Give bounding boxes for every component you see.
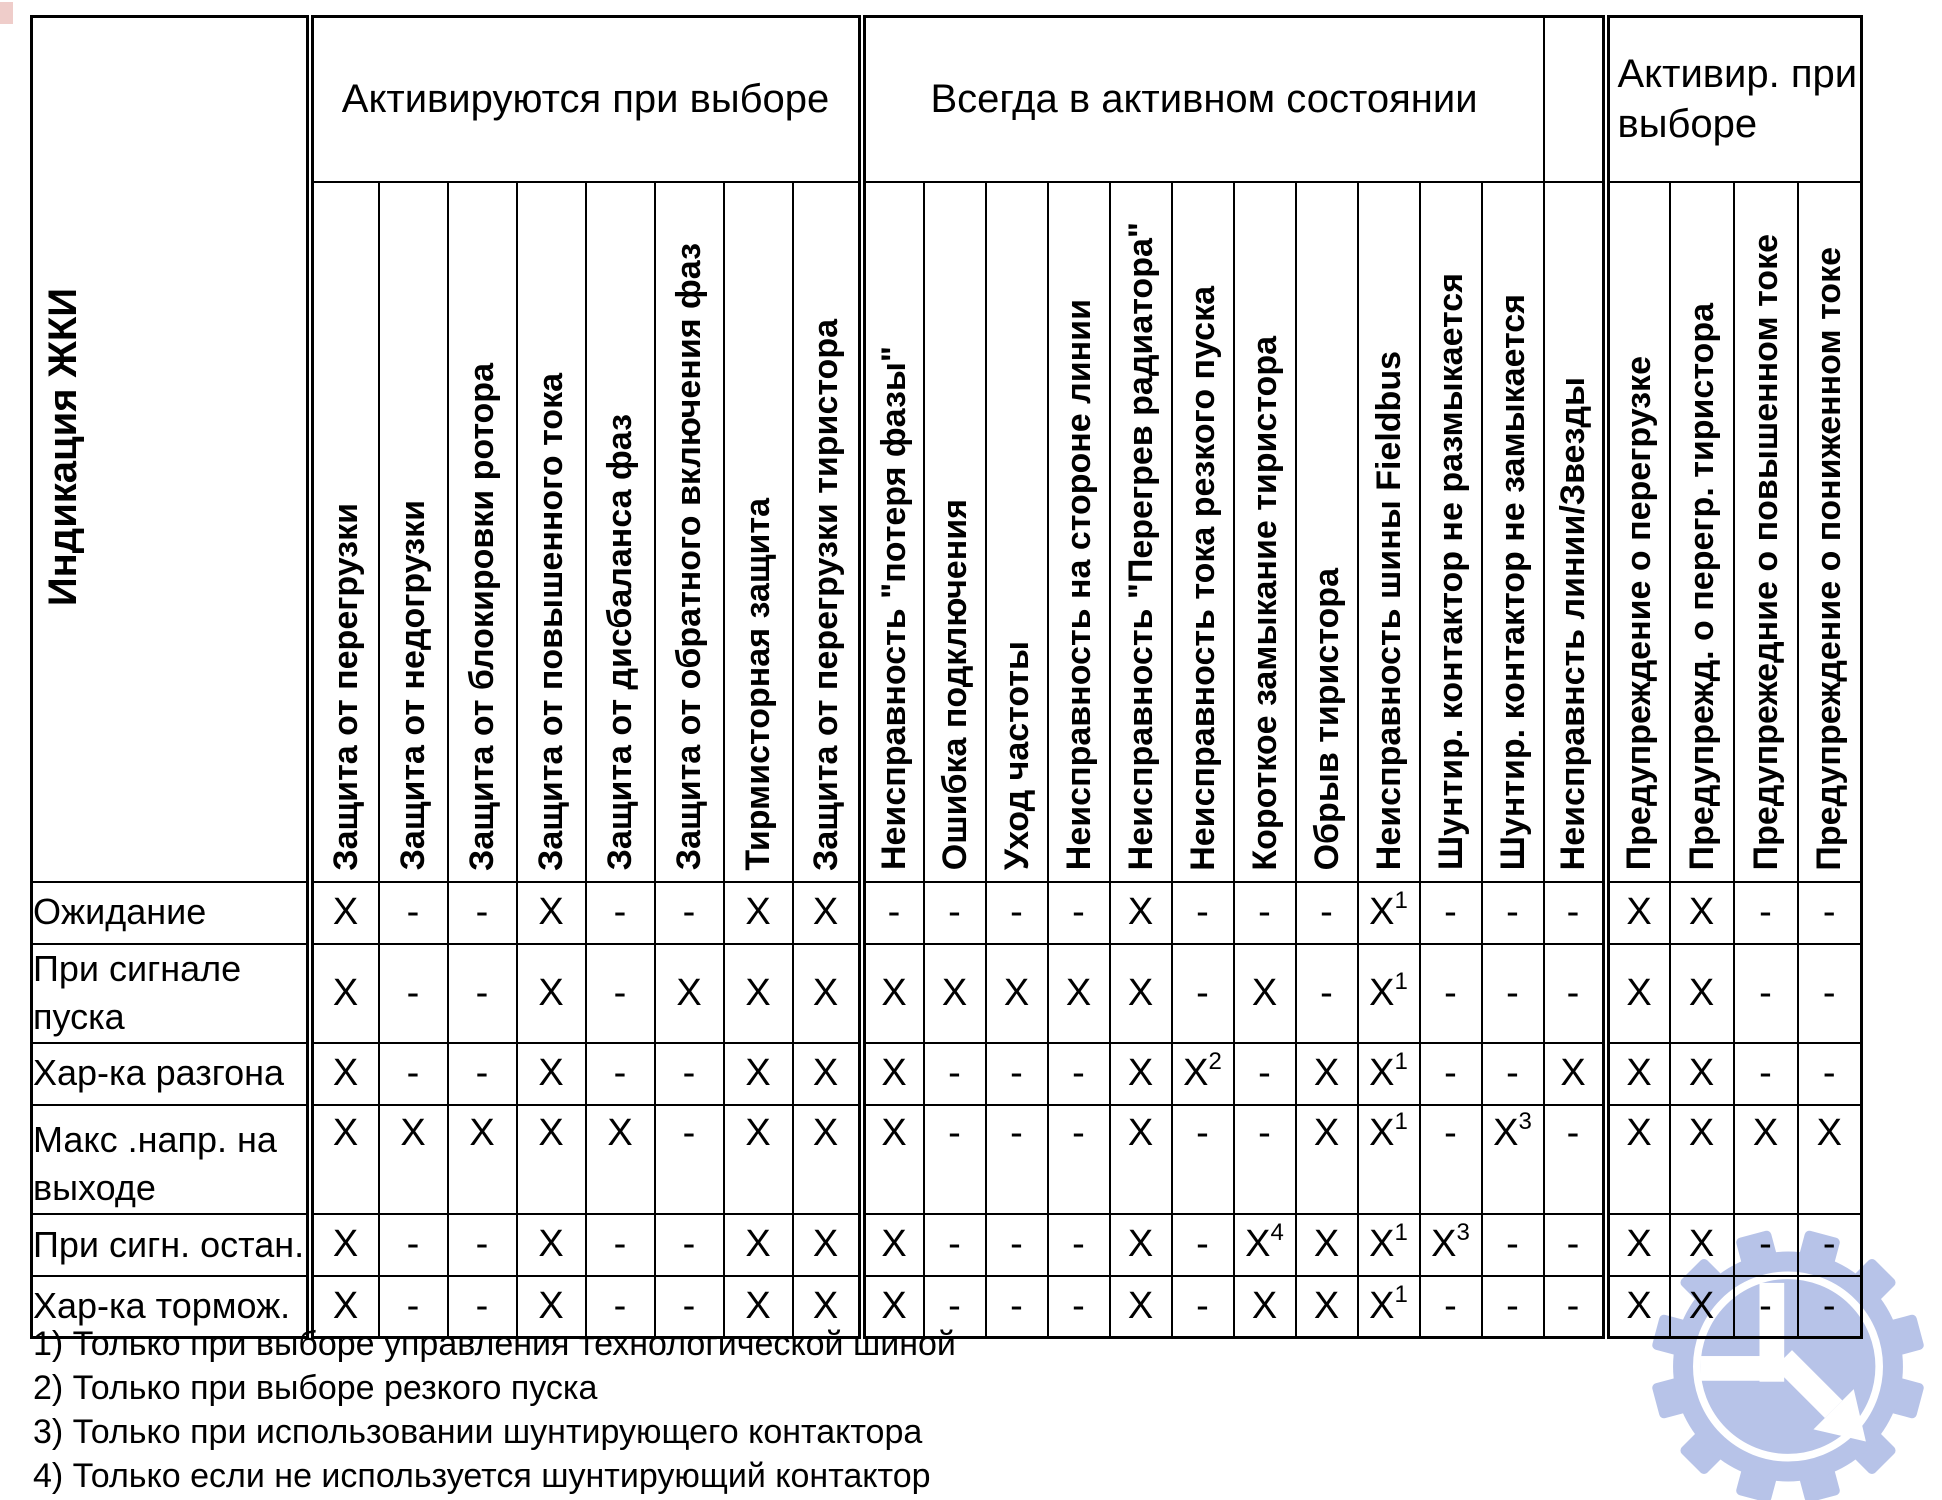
matrix-cell: X <box>724 1043 793 1105</box>
matrix-cell: - <box>586 1276 655 1338</box>
matrix-cell: - <box>1734 1043 1798 1105</box>
matrix-cell: - <box>924 1276 986 1338</box>
lcd-indication-matrix-table <box>30 15 1863 1339</box>
matrix-cell: - <box>1544 1105 1606 1214</box>
matrix-cell: - <box>1048 1214 1110 1276</box>
matrix-cell: X <box>1110 1105 1172 1214</box>
matrix-cell: X <box>1110 1214 1172 1276</box>
matrix-cell: - <box>379 1043 448 1105</box>
column-header <box>1606 182 1670 882</box>
matrix-cell: - <box>1482 1043 1544 1105</box>
column-header <box>1734 182 1798 882</box>
column-header <box>924 182 986 882</box>
matrix-cell: - <box>586 882 655 944</box>
matrix-cell: X <box>1798 1105 1862 1214</box>
matrix-cell: X <box>1048 944 1110 1043</box>
matrix-cell: - <box>1172 944 1234 1043</box>
matrix-cell: $X^1$ <box>1358 1043 1420 1105</box>
matrix-cell: - <box>1482 882 1544 944</box>
matrix-cell: - <box>448 944 517 1043</box>
column-header <box>1110 182 1172 882</box>
matrix-cell: - <box>1544 1276 1606 1338</box>
matrix-cell: - <box>1172 1276 1234 1338</box>
matrix-cell: - <box>1296 882 1358 944</box>
matrix-cell: X <box>1110 1276 1172 1338</box>
row-label: Хар-ка разгона <box>32 1043 310 1105</box>
row-label: Макс .напр. на выходе <box>32 1105 310 1214</box>
matrix-cell: - <box>986 882 1048 944</box>
matrix-cell: - <box>1048 1276 1110 1338</box>
matrix-cell: X <box>793 1214 862 1276</box>
matrix-cell: - <box>379 1276 448 1338</box>
row-label: Ожидание <box>32 882 310 944</box>
matrix-cell: - <box>448 1276 517 1338</box>
column-header <box>1234 182 1296 882</box>
matrix-cell: X <box>862 944 924 1043</box>
matrix-cell: X <box>517 944 586 1043</box>
column-header-label: Неисправность тока резкого пуска <box>1183 285 1222 871</box>
matrix-cell: $X^1$ <box>1358 944 1420 1043</box>
matrix-cell: X <box>517 1043 586 1105</box>
matrix-cell: - <box>1420 882 1482 944</box>
column-header-label: Тирмисторная защита <box>739 497 777 871</box>
matrix-cell: X <box>793 1276 862 1338</box>
matrix-cell: - <box>924 1043 986 1105</box>
column-header-label: Предупрежедние о повышенном токе <box>1746 234 1785 871</box>
column-header <box>862 182 924 882</box>
column-header-label: Защита от перегрузки тиристора <box>806 318 845 871</box>
column-header <box>1482 182 1544 882</box>
matrix-cell: - <box>1734 882 1798 944</box>
matrix-cell: - <box>1172 882 1234 944</box>
matrix-cell: X <box>1296 1105 1358 1214</box>
column-header-label: Защита от обратного включения фаз <box>670 243 708 871</box>
column-header-label: Защита от блокировки ротора <box>463 362 501 871</box>
matrix-cell: - <box>1544 1214 1606 1276</box>
matrix-cell: X <box>1670 1043 1734 1105</box>
matrix-cell: X <box>1670 1105 1734 1214</box>
column-header-label: Защита от повышенного тока <box>532 372 570 871</box>
matrix-cell: X <box>1670 944 1734 1043</box>
matrix-cell: X <box>1606 1276 1670 1338</box>
column-header-label: Ошибка подключения <box>935 499 974 871</box>
column-header <box>1670 182 1734 882</box>
matrix-cell: X <box>1734 1105 1798 1214</box>
matrix-cell: - <box>1234 1043 1296 1105</box>
column-header <box>1420 182 1482 882</box>
column-header-label: Защита от дисбаланса фаз <box>601 414 639 871</box>
matrix-cell: - <box>1420 1276 1482 1338</box>
column-header <box>448 182 517 882</box>
matrix-cell: X <box>724 944 793 1043</box>
column-header-label: Уход частоты <box>997 641 1036 871</box>
footnote: 1) Только при выборе управления технологической шиной <box>33 1325 956 1363</box>
table-row <box>32 944 1862 1043</box>
column-header <box>1798 182 1862 882</box>
matrix-cell: - <box>1234 1105 1296 1214</box>
matrix-cell: - <box>1296 944 1358 1043</box>
matrix-cell: X <box>1606 1105 1670 1214</box>
column-header-label: Шунтир. контактор не размыкается <box>1431 273 1470 871</box>
matrix-cell: X <box>310 882 379 944</box>
footnote-ref: 1 <box>1394 1219 1408 1247</box>
matrix-cell: X <box>586 1105 655 1214</box>
column-header <box>379 182 448 882</box>
matrix-cell: - <box>1172 1105 1234 1214</box>
matrix-cell: - <box>1048 1105 1110 1214</box>
column-header <box>986 182 1048 882</box>
matrix-cell: - <box>986 1214 1048 1276</box>
matrix-cell: - <box>1420 1043 1482 1105</box>
matrix-cell: - <box>1734 1276 1798 1338</box>
footnote-ref: 3 <box>1518 1107 1532 1135</box>
matrix-cell: $X^4$ <box>1234 1214 1296 1276</box>
column-header <box>1358 182 1420 882</box>
matrix-cell: X <box>1234 1276 1296 1338</box>
matrix-cell: X <box>924 944 986 1043</box>
matrix-cell: X <box>379 1105 448 1214</box>
column-header <box>1048 182 1110 882</box>
matrix-cell: X <box>517 1276 586 1338</box>
matrix-cell: X <box>1296 1214 1358 1276</box>
matrix-cell: - <box>924 1214 986 1276</box>
matrix-cell: - <box>379 944 448 1043</box>
corner-header <box>32 17 310 882</box>
matrix-cell: $X^1$ <box>1358 1214 1420 1276</box>
group-header-always-active: Всегда в активном состоянии <box>862 17 1544 182</box>
footnote-ref: 2 <box>1208 1048 1222 1076</box>
matrix-cell: - <box>1482 1276 1544 1338</box>
matrix-cell: X <box>1606 1043 1670 1105</box>
matrix-cell: X <box>1234 944 1296 1043</box>
column-header <box>310 182 379 882</box>
column-header-label: Неисправность на стороне линии <box>1059 299 1098 871</box>
column-header-label: Защита от недогрузки <box>394 500 432 871</box>
footnote-ref: 1 <box>1394 887 1408 914</box>
matrix-cell: - <box>1234 882 1296 944</box>
matrix-cell: - <box>379 882 448 944</box>
matrix-cell: X <box>862 1105 924 1214</box>
matrix-cell: - <box>1482 1214 1544 1276</box>
matrix-cell: - <box>986 1043 1048 1105</box>
matrix-cell: X <box>724 1214 793 1276</box>
matrix-cell: X <box>724 1105 793 1214</box>
column-header-label: Защита от перегрузки <box>326 502 365 871</box>
matrix-cell: X <box>448 1105 517 1214</box>
column-header-label: Неисправность шины Fieldbus <box>1369 351 1408 871</box>
matrix-cell: - <box>986 1276 1048 1338</box>
column-header <box>655 182 724 882</box>
matrix-cell: X <box>517 1214 586 1276</box>
table-row <box>32 882 1862 944</box>
matrix-cell: - <box>586 944 655 1043</box>
scan-artifact <box>0 2 13 24</box>
table-row <box>32 1105 1862 1214</box>
empty-header-cell <box>1544 17 1606 182</box>
matrix-cell: - <box>1798 944 1862 1043</box>
column-header-label: Короткое замыкание тиристора <box>1245 335 1284 871</box>
matrix-cell: X <box>724 882 793 944</box>
matrix-cell: - <box>1544 944 1606 1043</box>
column-header <box>517 182 586 882</box>
matrix-cell: X <box>1110 1043 1172 1105</box>
matrix-cell: - <box>986 1105 1048 1214</box>
column-header <box>1172 182 1234 882</box>
row-label: При сигн. остан. <box>32 1214 310 1276</box>
matrix-cell: X <box>986 944 1048 1043</box>
matrix-cell: X <box>1110 944 1172 1043</box>
matrix-cell: - <box>1734 1214 1798 1276</box>
matrix-cell: X <box>1670 882 1734 944</box>
matrix-cell: X <box>1606 1214 1670 1276</box>
matrix-cell: - <box>586 1214 655 1276</box>
table-row <box>32 1043 1862 1105</box>
group-header-activated-on-select: Активируются при выборе <box>310 17 862 182</box>
matrix-cell: $X^3$ <box>1420 1214 1482 1276</box>
column-header-label: Шунтир. контактор не замыкается <box>1493 294 1532 871</box>
matrix-cell: - <box>655 1276 724 1338</box>
column-header-label: Предупреждение о пониженном токе <box>1810 246 1849 871</box>
matrix-cell: - <box>379 1214 448 1276</box>
matrix-cell: - <box>1172 1214 1234 1276</box>
footnote-ref: 1 <box>1394 1281 1408 1309</box>
matrix-cell: X <box>1544 1043 1606 1105</box>
matrix-cell: - <box>448 1043 517 1105</box>
matrix-cell: - <box>448 1214 517 1276</box>
matrix-cell: - <box>924 882 986 944</box>
column-header-label: Обрыв тиристора <box>1307 568 1346 871</box>
matrix-cell: X <box>310 944 379 1043</box>
footnote-ref: 1 <box>1394 967 1408 995</box>
matrix-cell: $X^1$ <box>1358 882 1420 944</box>
footnotes <box>33 1322 956 1498</box>
matrix-cell: $X^3$ <box>1482 1105 1544 1214</box>
column-header <box>793 182 862 882</box>
corner-header-label: Индикация ЖКИ <box>41 287 85 606</box>
matrix-cell: X <box>862 1276 924 1338</box>
matrix-cell: - <box>586 1043 655 1105</box>
matrix-cell: - <box>655 1214 724 1276</box>
matrix-cell: X <box>1606 882 1670 944</box>
matrix-cell: $X^2$ <box>1172 1043 1234 1105</box>
matrix-cell: X <box>793 882 862 944</box>
matrix-cell: X <box>655 944 724 1043</box>
matrix-cell: X <box>793 1043 862 1105</box>
footnote-ref: 3 <box>1456 1219 1470 1247</box>
matrix-cell: X <box>862 1214 924 1276</box>
matrix-cell: - <box>1798 1214 1862 1276</box>
matrix-cell: - <box>655 1043 724 1105</box>
matrix-cell: X <box>724 1276 793 1338</box>
column-header <box>1296 182 1358 882</box>
matrix-cell: - <box>1734 944 1798 1043</box>
matrix-cell: X <box>1110 882 1172 944</box>
footnote-ref: 1 <box>1394 1107 1408 1135</box>
matrix-cell: - <box>655 1105 724 1214</box>
row-label: При сигнале пуска <box>32 944 310 1043</box>
table-row <box>32 1214 1862 1276</box>
matrix-cell: X <box>1670 1214 1734 1276</box>
matrix-cell: - <box>1482 944 1544 1043</box>
matrix-cell: - <box>1798 1043 1862 1105</box>
footnote-ref: 1 <box>1394 1048 1408 1076</box>
column-header-label: Неисправность "потеря фазы" <box>875 346 913 871</box>
row-label: Хар-ка тормож. <box>32 1276 310 1338</box>
matrix-cell: X <box>793 944 862 1043</box>
matrix-cell: - <box>1798 1276 1862 1338</box>
group-header-activ-on-select: Активир. при выборе <box>1606 17 1862 182</box>
matrix-cell: X <box>310 1214 379 1276</box>
matrix-cell: - <box>1544 882 1606 944</box>
matrix-cell: X <box>1670 1276 1734 1338</box>
matrix-cell: - <box>448 882 517 944</box>
column-header-label: Неисправнсть линии/Звезды <box>1554 377 1592 871</box>
column-header <box>1544 182 1606 882</box>
matrix-cell: X <box>310 1105 379 1214</box>
matrix-cell: X <box>1606 944 1670 1043</box>
matrix-cell: - <box>1048 1043 1110 1105</box>
footnote: 3) Только при использовании шунтирующего контактора <box>33 1413 923 1451</box>
column-header-label: Неисправность "Перегрев радиатора" <box>1121 222 1160 871</box>
matrix-cell: - <box>1798 882 1862 944</box>
matrix-cell: X <box>1296 1276 1358 1338</box>
matrix-cell: - <box>1420 944 1482 1043</box>
matrix-cell: X <box>517 882 586 944</box>
matrix-cell: X <box>862 1043 924 1105</box>
column-header <box>724 182 793 882</box>
matrix-cell: - <box>1048 882 1110 944</box>
matrix-cell: $X^1$ <box>1358 1105 1420 1214</box>
footnote-ref: 4 <box>1270 1219 1284 1247</box>
matrix-cell: X <box>517 1105 586 1214</box>
column-header-label: Предупрежд. о перегр. тиристора <box>1682 303 1721 871</box>
footnote: 2) Только при выборе резкого пуска <box>33 1369 598 1407</box>
matrix-cell: - <box>1420 1105 1482 1214</box>
matrix-cell: X <box>310 1043 379 1105</box>
matrix-cell: X <box>310 1276 379 1338</box>
matrix-cell: - <box>655 882 724 944</box>
matrix-cell: X <box>1296 1043 1358 1105</box>
matrix-cell: - <box>862 882 924 944</box>
matrix-cell: $X^1$ <box>1358 1276 1420 1338</box>
column-header <box>586 182 655 882</box>
column-header-label: Предупреждение о перегрузке <box>1620 356 1658 871</box>
matrix-cell: - <box>924 1105 986 1214</box>
footnote: 4) Только если не используется шунтирующий контактор <box>33 1457 931 1495</box>
matrix-cell: X <box>793 1105 862 1214</box>
